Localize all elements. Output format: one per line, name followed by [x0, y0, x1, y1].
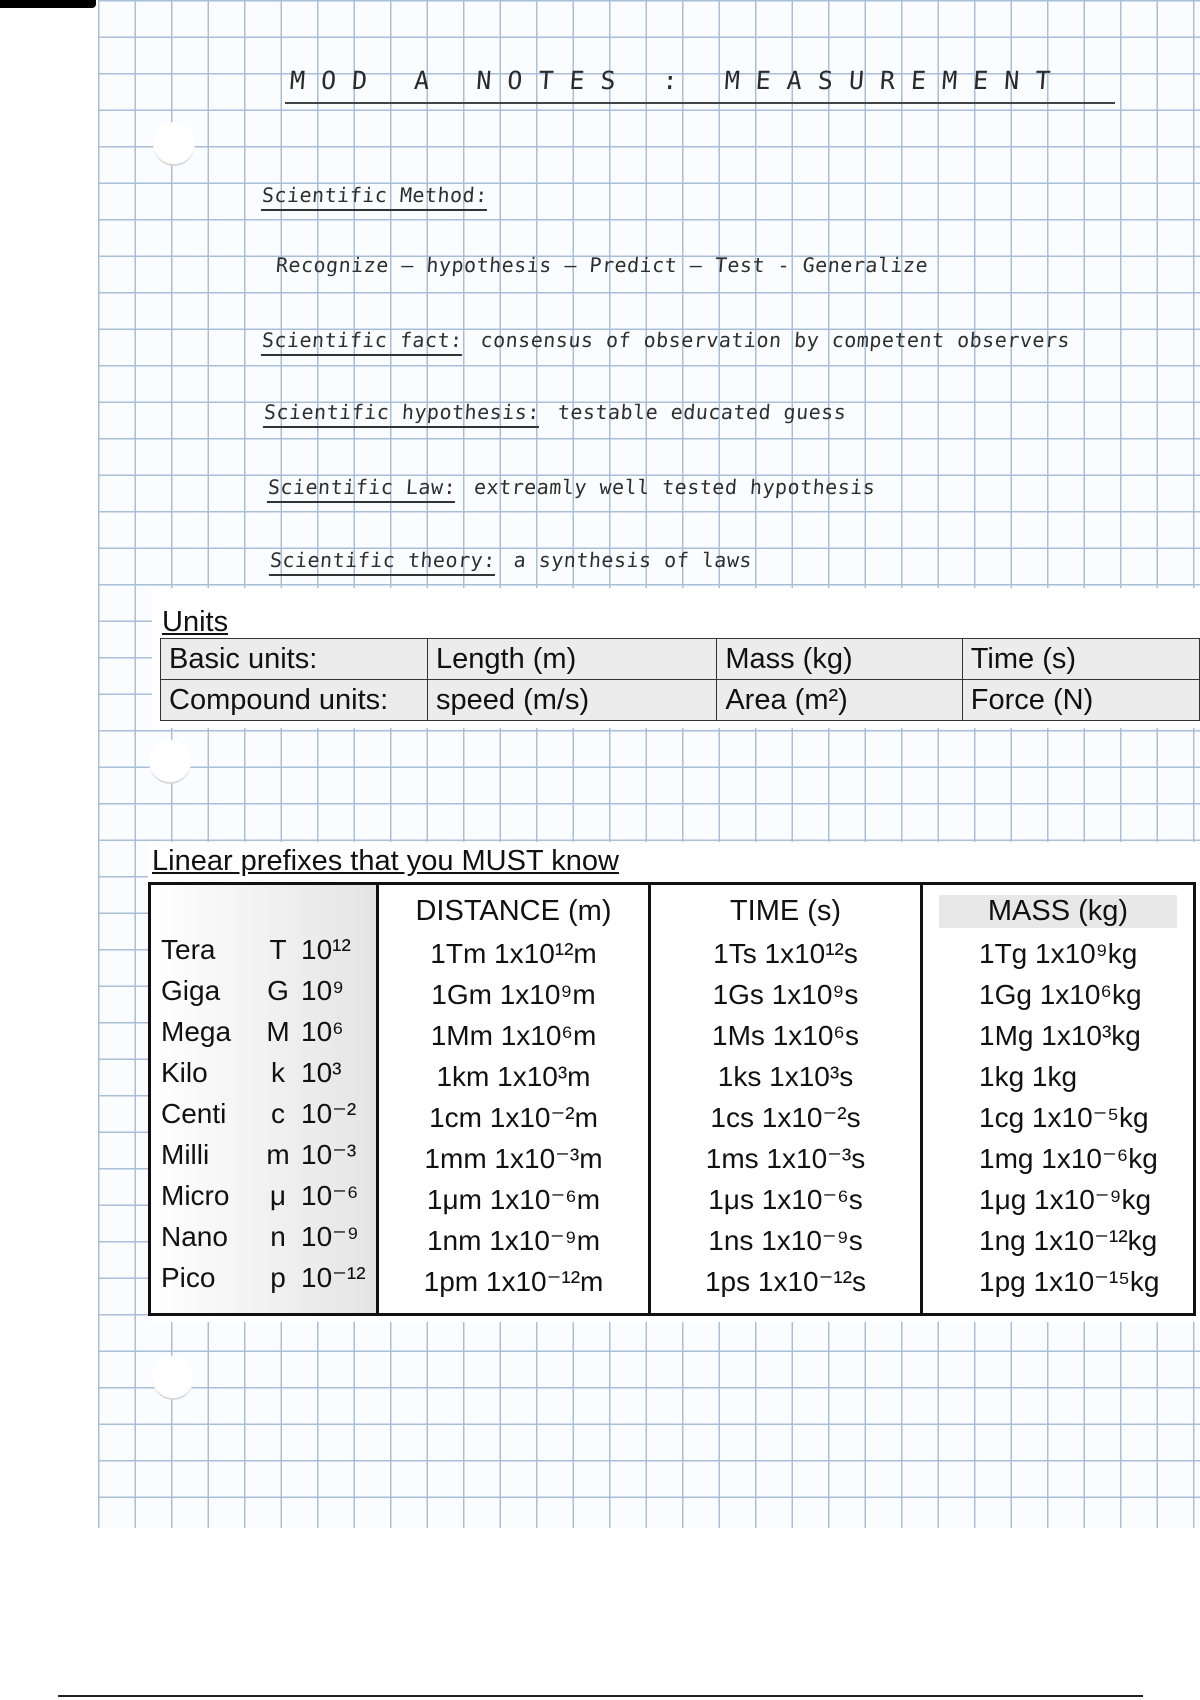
units-title: Units — [162, 606, 229, 638]
mass-cell: 1kg 1kg — [979, 1061, 1078, 1092]
distance-column — [376, 885, 648, 1313]
mass-header: MASS (kg) — [939, 895, 1177, 928]
time-cell: 1Ms 1x10⁶s — [712, 1020, 859, 1051]
table-cell: Length (m) — [428, 639, 717, 680]
binder-hole — [152, 1356, 194, 1400]
time-cell: 1cs 1x10⁻²s — [710, 1102, 861, 1133]
binder-hole — [153, 122, 195, 166]
mass-cell: 1ng 1x10⁻¹²kg — [979, 1225, 1158, 1256]
prefix-row — [151, 1175, 376, 1216]
distance-cell: 1μm 1x10⁻⁶m — [426, 1184, 601, 1215]
note-text: Recognize — hypothesis — Predict — Test - Generalize — [275, 253, 929, 277]
mass-cell: 1cg 1x10⁻⁵kg — [979, 1102, 1149, 1133]
mass-cell: 1μg 1x10⁻⁹kg — [979, 1184, 1152, 1215]
scan-corner-mark — [0, 0, 96, 8]
mass-cell: 1Gg 1x10⁶kg — [979, 979, 1142, 1010]
note-line — [267, 475, 876, 499]
time-cell: 1ps 1x10⁻¹²s — [704, 1266, 867, 1297]
prefix-table — [148, 882, 1196, 1316]
table-row — [161, 680, 1200, 721]
time-column — [648, 885, 920, 1313]
time-cell: 1Gs 1x10⁹s — [712, 979, 859, 1010]
note-line — [275, 253, 929, 277]
mass-rows — [923, 933, 1193, 1302]
table-cell: Time (s) — [962, 639, 1199, 680]
prefix-power: 10⁶ — [301, 1016, 344, 1047]
table-cell: Basic units: — [161, 639, 428, 680]
table-cell: Force (N) — [962, 680, 1199, 721]
prefix-row — [151, 1257, 376, 1298]
time-cell: 1ms 1x10⁻³s — [705, 1143, 866, 1174]
prefix-power: 10⁻⁹ — [301, 1221, 359, 1252]
time-cell: 1ks 1x10³s — [717, 1061, 854, 1092]
prefix-title: Linear prefixes that you MUST know — [152, 845, 619, 877]
prefix-symbol: m — [266, 1139, 290, 1170]
prefix-name: Micro — [161, 1180, 230, 1211]
note-label: Scientific fact: — [261, 328, 464, 356]
prefix-name: Giga — [161, 975, 221, 1006]
mass-cell: 1Mg 1x10³kg — [979, 1020, 1141, 1051]
prefix-row — [151, 929, 376, 970]
prefix-name: Milli — [161, 1139, 210, 1170]
note-label: Scientific hypothesis: — [263, 400, 541, 428]
prefix-row — [151, 1134, 376, 1175]
mass-cell: 1mg 1x10⁻⁶kg — [979, 1143, 1158, 1174]
distance-rows — [379, 933, 648, 1302]
distance-cell: 1pm 1x10⁻¹²m — [423, 1266, 604, 1297]
note-text: extreamly well tested hypothesis — [473, 475, 877, 499]
mass-cell: 1Tg 1x10⁹kg — [979, 938, 1138, 969]
note-line — [269, 548, 753, 572]
prefix-symbol: n — [270, 1221, 286, 1252]
mass-cell: 1pg 1x10⁻¹⁵kg — [979, 1266, 1160, 1297]
prefix-row — [151, 1052, 376, 1093]
note-line — [261, 183, 506, 207]
prefix-row — [151, 1216, 376, 1257]
distance-cell: 1Tm 1x10¹²m — [430, 938, 597, 969]
title-underline — [285, 102, 1115, 104]
distance-header: DISTANCE (m) — [415, 895, 612, 927]
prefix-power: 10⁻² — [301, 1098, 357, 1129]
distance-cell: 1Gm 1x10⁹m — [431, 979, 596, 1010]
prefix-row — [151, 1011, 376, 1052]
table-cell: speed (m/s) — [428, 680, 717, 721]
time-header: TIME (s) — [729, 895, 842, 927]
prefix-column — [151, 885, 376, 1313]
table-row — [161, 639, 1200, 680]
table-cell: Mass (kg) — [717, 639, 962, 680]
distance-cell: 1Mm 1x10⁶m — [430, 1020, 597, 1051]
prefix-name: Kilo — [161, 1057, 208, 1088]
note-text: consensus of observation by competent observers — [479, 328, 1071, 352]
table-cell: Area (m²) — [717, 680, 962, 721]
note-text: testable educated guess — [557, 400, 848, 424]
time-rows — [651, 933, 920, 1302]
prefix-symbol: G — [267, 975, 289, 1006]
binder-hole — [149, 740, 191, 784]
prefix-name: Mega — [161, 1016, 232, 1047]
distance-cell: 1nm 1x10⁻⁹m — [426, 1225, 601, 1256]
distance-cell: 1km 1x10³m — [436, 1061, 591, 1092]
prefix-power: 10⁻⁶ — [301, 1180, 359, 1211]
prefix-power: 10³ — [301, 1057, 342, 1088]
page-title: MOD A NOTES : MEASUREMENT — [288, 66, 1068, 95]
note-label: Scientific theory: — [269, 548, 497, 576]
prefix-name: Centi — [161, 1098, 227, 1129]
table-cell: Compound units: — [161, 680, 428, 721]
note-label: Scientific Law: — [267, 475, 457, 503]
prefix-power: 10⁻³ — [301, 1139, 357, 1170]
prefix-symbol: c — [271, 1098, 285, 1129]
prefix-power: 10⁹ — [301, 975, 345, 1006]
prefix-row — [151, 1093, 376, 1134]
prefix-symbol: p — [270, 1262, 286, 1293]
prefix-name: Tera — [161, 934, 216, 965]
prefix-symbol: μ — [269, 1180, 287, 1211]
note-line — [261, 328, 1071, 352]
note-text: a synthesis of laws — [512, 548, 753, 572]
time-cell: 1ns 1x10⁻⁹s — [708, 1225, 863, 1256]
prefix-symbol: k — [271, 1057, 285, 1088]
prefix-name: Pico — [161, 1262, 216, 1293]
note-label: Scientific Method: — [261, 183, 489, 211]
prefix-row — [151, 970, 376, 1011]
prefix-symbol: T — [269, 934, 287, 965]
prefix-symbol: M — [266, 1016, 290, 1047]
units-table — [160, 638, 1200, 721]
time-cell: 1Ts 1x10¹²s — [713, 938, 858, 969]
time-cell: 1μs 1x10⁻⁶s — [708, 1184, 863, 1215]
prefix-rows — [151, 929, 376, 1298]
prefix-power: 10⁻¹² — [301, 1262, 366, 1293]
prefix-power: 10¹² — [301, 934, 351, 965]
prefix-name: Nano — [161, 1221, 228, 1252]
bottom-rule — [58, 1695, 1143, 1697]
note-line — [263, 400, 847, 424]
mass-column — [920, 885, 1193, 1313]
distance-cell: 1cm 1x10⁻²m — [429, 1102, 598, 1133]
distance-cell: 1mm 1x10⁻³m — [424, 1143, 603, 1174]
